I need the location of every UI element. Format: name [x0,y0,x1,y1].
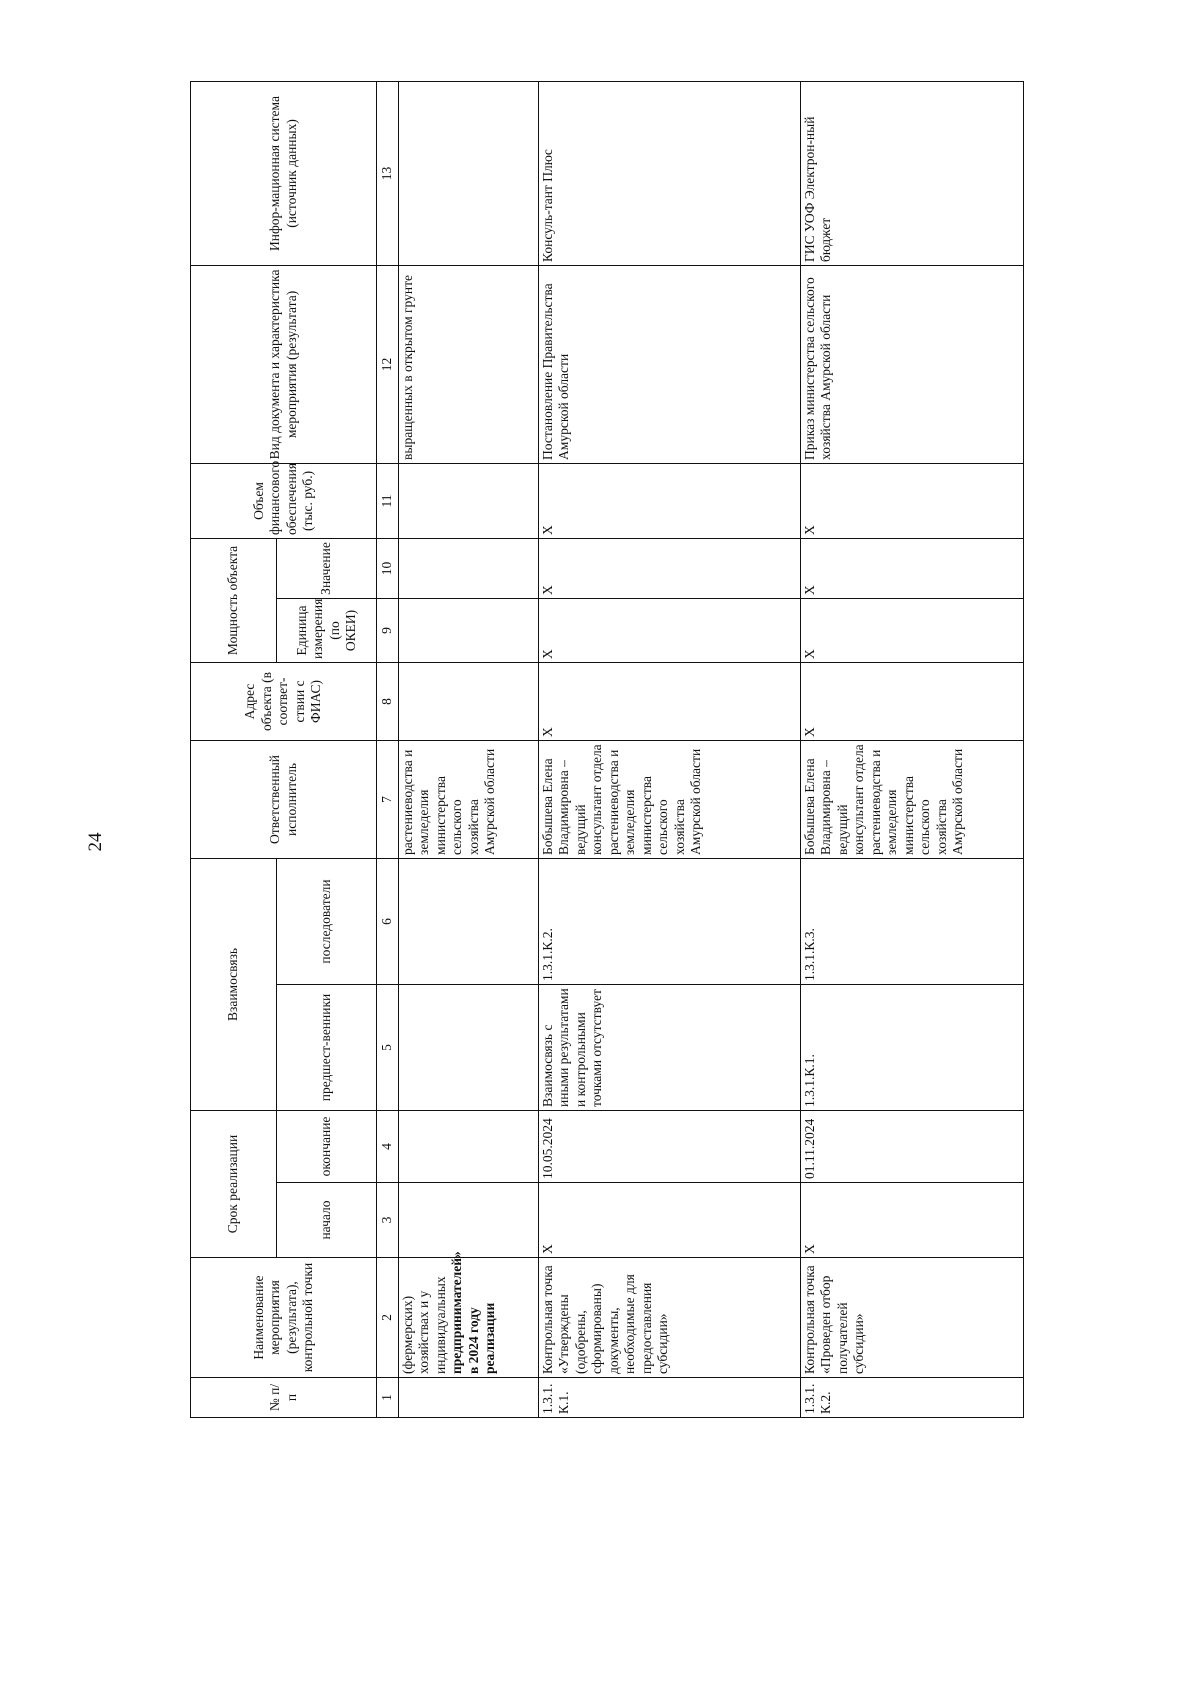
col-number: 9 [377,598,399,662]
table-row [399,81,539,1417]
col-number: 10 [377,538,399,598]
rotated-table-container [190,96,1023,1418]
col-number: 1 [377,1378,399,1418]
cell-resp: Бобышева Елена Владимировна – ведущий консультант отдела растениеводства и земледелия министерства сельского хозяйства Амурской области [539,740,801,858]
cell-info: Консуль-тант Плюс [539,81,801,265]
col-number: 7 [377,740,399,858]
header-addr: Адрес объекта (в соответ-ствии с ФИАС) [191,662,377,740]
cell-info: ГИС УОФ Электрон-ный бюджет [801,81,1024,265]
col-number: 11 [377,463,399,538]
cell-succ [399,858,539,984]
cell-fin: X [801,463,1024,538]
cell-resp: Бобышева Елена Владимировна – ведущий консультант отдела растениеводства и земледелия министерства сельского хозяйства Амурской области [801,740,1024,858]
header-link: Взаимосвязь [191,858,277,1110]
cell-doc: Постановление Правительства Амурской области [539,265,801,463]
cell-resp: растениеводства и земледелия министерства сельского хозяйства Амурской области [399,740,539,858]
cell-pred [399,984,539,1110]
cell-fin: X [539,463,801,538]
header-start: начало [277,1183,377,1258]
col-number: 6 [377,858,399,984]
cell-start: X [801,1183,1024,1258]
cell-name-bold-text: предпринимателей» в 2024 году реализации [449,1251,498,1374]
header-unit: Единица измерения (по ОКЕИ) [277,598,377,662]
cell-pred: 1.3.1.К.1. [801,984,1024,1110]
cell-start [399,1183,539,1258]
col-number: 3 [377,1183,399,1258]
cell-name [399,1251,539,1378]
cell-unit: X [801,598,1024,662]
cell-name: Контрольная точка «Проведен отбор получателей субсидии» [801,1258,1024,1378]
header-fin: Объем финансового обеспечения (тыс. руб.) [191,463,377,538]
cell-num: 1.3.1.К.1. [539,1378,801,1418]
cell-fin [399,463,539,538]
header-succ: последователи [277,858,377,984]
cell-end: 01.11.2024 [801,1110,1024,1182]
col-number: 5 [377,984,399,1110]
header-power: Мощность объекта [191,538,277,662]
cell-doc: выращенных в открытом грунте [399,265,539,463]
header-resp: Ответственный исполнитель [191,740,377,858]
header-doc: Вид документа и характеристика мероприятия (результата) [191,265,377,463]
page-number: 24 [85,832,106,852]
header-term: Срок реализации [191,1110,277,1257]
cell-info [399,81,539,265]
cell-num [399,1378,539,1418]
col-number: 12 [377,265,399,463]
column-numbers-row [377,81,399,1417]
col-number: 2 [377,1258,399,1378]
header-value: Значение [277,538,377,598]
cell-value: X [539,538,801,598]
table-row [539,81,801,1417]
cell-name-text: (фермерских) хозяйствах и у индивидуальных [400,1276,448,1374]
cell-addr: X [801,662,1024,740]
cell-num: 1.3.1.К.2. [801,1378,1024,1418]
header-num: № п/п [191,1378,377,1418]
cell-value [399,538,539,598]
cell-succ: 1.3.1.К.3. [801,858,1024,984]
header-end: окончание [277,1110,377,1182]
cell-addr [399,662,539,740]
header-pred: предшест-венники [277,984,377,1110]
cell-end: 10.05.2024 [539,1110,801,1182]
table-row [801,81,1024,1417]
col-number: 4 [377,1110,399,1182]
plan-table [190,81,1024,1418]
cell-unit: X [539,598,801,662]
header-name: Наименование мероприятия (результата), контрольной точки [191,1258,377,1378]
cell-start: X [539,1183,801,1258]
col-number: 8 [377,662,399,740]
cell-end [399,1110,539,1182]
cell-addr: X [539,662,801,740]
cell-doc: Приказ министерства сельского хозяйства Амурской области [801,265,1024,463]
cell-value: X [801,538,1024,598]
cell-name: Контрольная точка «Утверждены (одобрены, сформированы) документы, необходимые для предоставления субсидии» [539,1258,801,1378]
cell-pred: Взаимосвязь с иными результатами и контрольными точками отсутствует [539,984,801,1110]
cell-unit [399,598,539,662]
cell-succ: 1.3.1.К.2. [539,858,801,984]
col-number: 13 [377,81,399,265]
header-info: Инфор-мационная система (источник данных) [191,81,377,265]
